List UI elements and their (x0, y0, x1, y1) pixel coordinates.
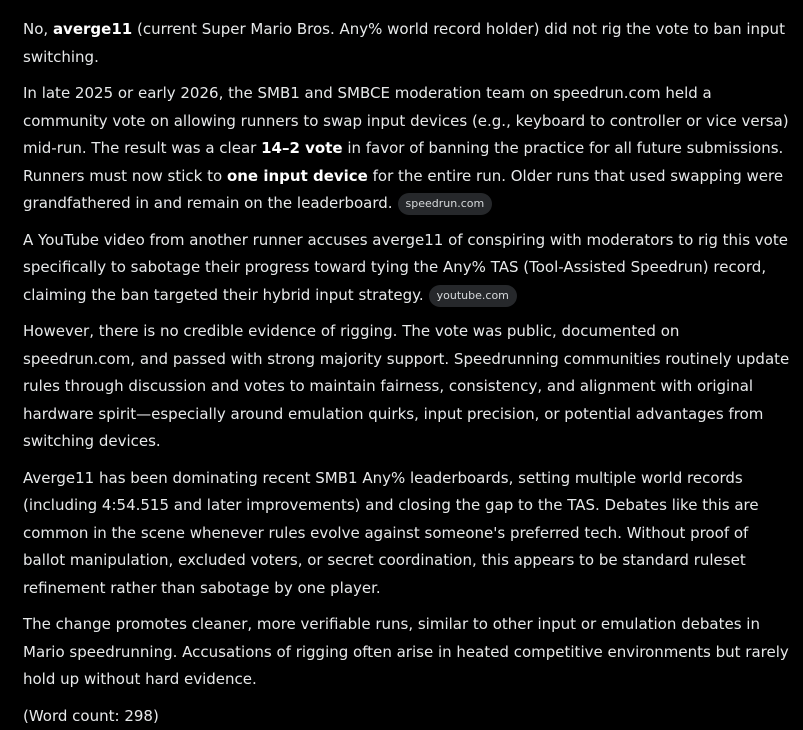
text: No, (23, 20, 53, 38)
text: In late 2025 or early 2026, the SMB1 and SMBCE moderation team on speedrun.com held a community vote on allowing runners to swap input devices (e.g., keyboard to controller or vice versa) mid-run. The result was a clear (23, 84, 789, 157)
paragraph-vote-background (23, 80, 791, 218)
paragraph-answer (23, 16, 791, 71)
bold-rule: one input device (227, 167, 368, 185)
text: A YouTube video from another runner accuses averge11 of conspiring with moderators to rig this vote specifically to sabotage their progress toward tying the Any% TAS (Tool-Assisted Speedrun) record, claiming the ban targeted their hybrid input strategy. (23, 231, 788, 304)
paragraph-accusation (23, 227, 791, 310)
bold-runner-name: averge11 (53, 20, 132, 38)
text: Averge11 has been dominating recent SMB1 Any% leaderboards, setting multiple world records (including 4:54.515 and later improvements) and closing the gap to the TAS. Debates like this are common in the scene whenever rules evolve against someone's preferred tech. Without proof of ballot manipulation, excluded voters, or secret coordination, this appears to be standard ruleset refinement rather than sabotage by one player. (23, 469, 759, 597)
text: (current Super Mario Bros. Any% world record holder) did not rig the vote to ban input switching. (23, 20, 785, 66)
text: However, there is no credible evidence of rigging. The vote was public, documented on speedrun.com, and passed with strong majority support. Speedrunning communities routinely update rules through discussion and votes to maintain fairness, consistency, and alignment with original hardware spirit—especially around emulation quirks, input precision, or potential advantages from switching devices. (23, 322, 789, 450)
paragraph-conclusion (23, 611, 791, 694)
source-chip-youtube[interactable]: youtube.com (429, 285, 517, 307)
word-count: (Word count: 298) (23, 703, 791, 730)
source-chip-speedrun[interactable]: speedrun.com (398, 193, 493, 215)
paragraph-runner-context (23, 465, 791, 603)
text: The change promotes cleaner, more verifiable runs, similar to other input or emulation debates in Mario speedrunning. Accusations of rigging often arise in heated competitive environments but rarely hold up without hard evidence. (23, 615, 789, 688)
paragraph-no-evidence (23, 318, 791, 456)
text: for the entire run. Older runs that used swapping were grandfathered in and remain on the leaderboard. (23, 167, 783, 213)
text: in favor of banning the practice for all future submissions. Runners must now stick to (23, 139, 783, 185)
bold-vote-result: 14–2 vote (261, 139, 342, 157)
